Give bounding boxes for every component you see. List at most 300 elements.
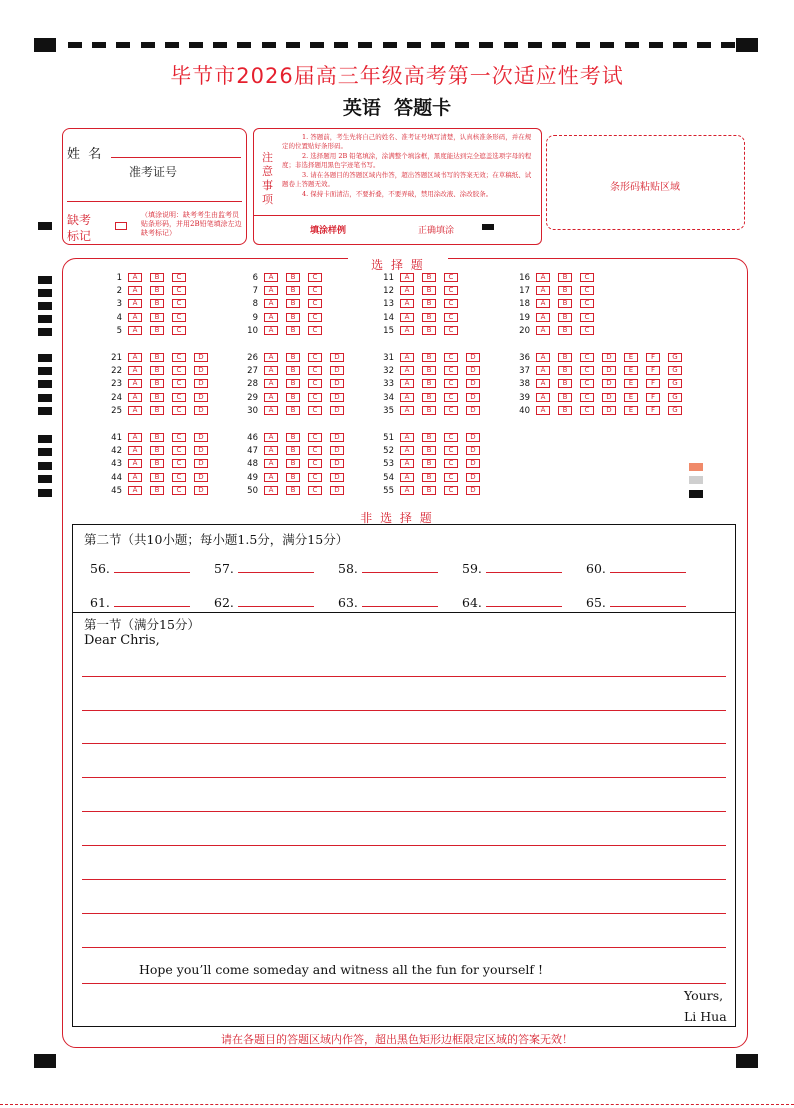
answer-bubble[interactable]: A [264,473,278,482]
answer-bubble[interactable]: B [286,273,300,282]
answer-bubble[interactable]: C [444,353,458,362]
question-number: 26 [247,353,258,363]
closing-sentence: Hope you’ll come someday and witness all the fun for yourself ! [139,962,543,977]
writing-line[interactable] [82,947,726,948]
answer-bubble[interactable]: A [128,459,142,468]
answer-bubble[interactable]: A [536,393,550,402]
question-row [372,379,488,390]
answer-bubble[interactable]: C [444,273,458,282]
answer-bubble[interactable]: D [466,393,480,402]
answer-bubble[interactable]: D [602,379,616,388]
answer-bubble[interactable]: D [602,366,616,375]
answer-bubble[interactable]: A [128,366,142,375]
answer-bubble[interactable]: B [422,486,436,495]
answer-bubble[interactable]: A [536,273,550,282]
answer-bubble[interactable]: B [286,353,300,362]
answer-bubble[interactable]: A [536,353,550,362]
answer-bubble[interactable]: A [400,299,414,308]
blank-item [90,595,190,610]
answer-bubble[interactable]: D [330,446,344,455]
answer-bubble[interactable]: C [444,286,458,295]
answer-bubble[interactable]: C [308,353,322,362]
answer-bubble[interactable]: B [422,313,436,322]
answer-bubble[interactable]: D [194,406,208,415]
answer-bubble[interactable]: B [150,326,164,335]
answer-bubble[interactable]: B [422,393,436,402]
blank-answer-line[interactable] [610,561,686,573]
timing-mark [38,354,52,362]
answer-bubble[interactable]: C [580,273,594,282]
answer-bubble[interactable]: A [128,379,142,388]
answer-bubble[interactable]: C [172,473,186,482]
answer-bubble[interactable]: F [646,366,660,375]
answer-bubble[interactable]: C [172,366,186,375]
answer-bubble[interactable]: F [646,406,660,415]
answer-bubble[interactable]: D [466,379,480,388]
answer-bubble[interactable]: A [128,393,142,402]
answer-bubble[interactable]: C [308,379,322,388]
answer-bubble[interactable]: C [172,486,186,495]
answer-bubble[interactable]: B [150,433,164,442]
answer-bubble[interactable]: A [400,353,414,362]
blank-answer-line[interactable] [114,561,190,573]
answer-bubble[interactable]: A [128,313,142,322]
answer-bubble[interactable]: A [400,393,414,402]
answer-bubble[interactable]: E [624,353,638,362]
answer-bubble[interactable]: B [422,286,436,295]
answer-bubble[interactable]: B [286,393,300,402]
answer-bubble[interactable]: A [400,326,414,335]
question-row [508,366,690,377]
question-row [236,393,352,404]
answer-bubble[interactable]: A [264,313,278,322]
writing-line[interactable] [82,710,726,711]
answer-bubble[interactable]: A [536,313,550,322]
answer-bubble[interactable]: B [286,286,300,295]
absent-label-1: 缺考 [67,213,92,227]
answer-bubble[interactable]: A [400,313,414,322]
answer-bubble[interactable]: D [466,486,480,495]
question-number: 10 [247,325,258,336]
timing-dash [237,42,251,48]
answer-bubble[interactable]: D [330,366,344,375]
answer-bubble[interactable]: D [466,366,480,375]
answer-bubble[interactable]: B [422,473,436,482]
answer-bubble[interactable]: B [150,313,164,322]
answer-bubble[interactable]: D [466,459,480,468]
page-subtitle: 英语 答题卡 [342,97,452,119]
answer-bubble[interactable]: B [286,406,300,415]
correct-fill-sample [482,224,494,230]
answer-bubble[interactable]: B [422,459,436,468]
answer-bubble[interactable]: C [172,299,186,308]
answer-bubble[interactable]: G [668,353,682,362]
answer-bubble[interactable]: B [558,366,572,375]
blank-answer-line[interactable] [486,561,562,573]
question-number: 55 [383,485,394,496]
answer-bubble[interactable]: A [400,273,414,282]
answer-bubble[interactable]: C [308,366,322,375]
question-number: 5 [116,325,122,336]
answer-bubble[interactable]: B [150,486,164,495]
absent-checkbox[interactable] [115,222,127,230]
answer-bubble[interactable]: C [308,299,322,308]
answer-bubble[interactable]: D [194,379,208,388]
answer-bubble[interactable]: G [668,393,682,402]
question-row [508,299,602,310]
answer-bubble[interactable]: B [422,433,436,442]
answer-bubble[interactable]: D [466,473,480,482]
answer-bubble[interactable]: A [128,473,142,482]
answer-bubble[interactable]: C [172,326,186,335]
answer-bubble[interactable]: A [536,299,550,308]
answer-bubble[interactable]: A [400,486,414,495]
answer-bubble[interactable]: E [624,379,638,388]
answer-bubble[interactable]: C [308,273,322,282]
answer-bubble[interactable]: B [286,366,300,375]
answer-bubble[interactable]: B [150,273,164,282]
answer-bubble[interactable]: C [580,326,594,335]
answer-bubble[interactable]: C [444,313,458,322]
answer-bubble[interactable]: B [558,379,572,388]
answer-bubble[interactable]: A [128,286,142,295]
question-number: 39 [519,392,530,403]
answer-bubble[interactable]: D [194,366,208,375]
answer-bubble[interactable]: A [128,446,142,455]
notice-divider [254,215,540,216]
answer-bubble[interactable]: B [422,299,436,308]
timing-mark [38,489,52,497]
answer-bubble[interactable]: B [422,446,436,455]
timing-mark [38,407,52,415]
question-number: 34 [383,392,394,403]
answer-bubble[interactable]: A [264,406,278,415]
answer-bubble[interactable]: B [558,326,572,335]
answer-bubble[interactable]: B [558,286,572,295]
answer-bubble[interactable]: B [422,406,436,415]
answer-bubble[interactable]: B [150,393,164,402]
answer-bubble[interactable]: C [444,406,458,415]
blank-answer-line[interactable] [238,595,314,607]
writing-line[interactable] [82,676,726,677]
timing-dash [721,42,735,48]
blank-item [90,561,190,576]
answer-bubble[interactable]: D [330,486,344,495]
answer-bubble[interactable]: A [400,459,414,468]
answer-bubble[interactable]: A [128,433,142,442]
blank-answer-line[interactable] [486,595,562,607]
answer-bubble[interactable]: C [172,273,186,282]
footer-warning: 请在各题目的答题区域内作答，超出黑色矩形边框限定区域的答案无效！ [221,1033,573,1046]
answer-bubble[interactable]: A [400,366,414,375]
answer-bubble[interactable]: C [444,326,458,335]
answer-bubble[interactable]: B [422,366,436,375]
answer-bubble[interactable]: B [150,286,164,295]
answer-bubble[interactable]: A [536,286,550,295]
answer-bubble[interactable]: A [264,433,278,442]
blank-answer-line[interactable] [610,595,686,607]
answer-bubble[interactable]: A [128,353,142,362]
answer-bubble[interactable]: C [172,406,186,415]
question-number: 30 [247,405,258,416]
answer-bubble[interactable]: D [330,459,344,468]
blank-item [586,595,686,610]
answer-bubble[interactable]: A [264,459,278,468]
answer-bubble[interactable]: D [330,433,344,442]
timing-dash [528,42,542,48]
answer-bubble[interactable]: C [172,379,186,388]
answer-bubble[interactable]: C [172,459,186,468]
answer-bubble[interactable]: C [580,379,594,388]
name-underline[interactable] [111,157,241,158]
answer-bubble[interactable]: C [308,326,322,335]
question-row [100,353,216,364]
timing-mark [38,289,52,297]
answer-bubble[interactable]: B [422,379,436,388]
answer-bubble[interactable]: A [264,446,278,455]
answer-bubble[interactable]: C [444,459,458,468]
writing-line[interactable] [82,913,726,914]
blank-answer-line[interactable] [362,561,438,573]
answer-bubble[interactable]: B [422,353,436,362]
answer-bubble[interactable]: A [264,486,278,495]
answer-bubble[interactable]: C [444,473,458,482]
answer-bubble[interactable]: D [194,473,208,482]
answer-bubble[interactable]: C [580,313,594,322]
writing-line[interactable] [82,811,726,812]
blank-answer-line[interactable] [362,595,438,607]
question-row [100,299,194,310]
answer-bubble[interactable]: G [668,406,682,415]
answer-bubble[interactable]: C [444,393,458,402]
answer-bubble[interactable]: A [128,406,142,415]
answer-bubble[interactable]: B [150,473,164,482]
answer-bubble[interactable]: C [308,486,322,495]
answer-bubble[interactable]: C [580,393,594,402]
answer-bubble[interactable]: C [172,286,186,295]
question-row [372,406,488,417]
answer-bubble[interactable]: G [668,366,682,375]
answer-bubble[interactable]: A [128,273,142,282]
answer-bubble[interactable]: A [536,326,550,335]
answer-bubble[interactable]: B [286,459,300,468]
answer-bubble[interactable]: C [308,393,322,402]
answer-bubble[interactable]: B [422,273,436,282]
answer-bubble[interactable]: B [150,406,164,415]
answer-bubble[interactable]: C [172,446,186,455]
timing-mark [38,448,52,456]
answer-bubble[interactable]: B [150,446,164,455]
answer-bubble[interactable]: B [286,486,300,495]
answer-bubble[interactable]: F [646,353,660,362]
timing-dash [116,42,130,48]
timing-dash [407,42,421,48]
answer-bubble[interactable]: C [580,406,594,415]
writing-line[interactable] [82,983,726,984]
answer-bubble[interactable]: D [330,406,344,415]
question-row [372,473,488,484]
answer-bubble[interactable]: B [150,366,164,375]
answer-bubble[interactable]: F [646,379,660,388]
answer-bubble[interactable]: D [194,446,208,455]
answer-bubble[interactable]: A [264,366,278,375]
answer-bubble[interactable]: B [286,313,300,322]
answer-bubble[interactable]: A [264,379,278,388]
blank-answer-line[interactable] [114,595,190,607]
question-number: 7 [252,286,258,297]
answer-bubble[interactable]: C [444,486,458,495]
answer-bubble[interactable]: B [558,299,572,308]
answer-bubble[interactable]: D [466,406,480,415]
answer-bubble[interactable]: G [668,379,682,388]
answer-bubble[interactable]: D [194,459,208,468]
answer-bubble[interactable]: C [308,313,322,322]
answer-bubble[interactable]: D [330,379,344,388]
answer-bubble[interactable]: B [558,313,572,322]
blank-answer-line[interactable] [238,561,314,573]
answer-bubble[interactable]: D [466,433,480,442]
answer-bubble[interactable]: B [558,353,572,362]
answer-bubble[interactable]: D [330,393,344,402]
answer-bubble[interactable]: A [536,379,550,388]
question-row [100,379,216,390]
question-row [508,353,690,364]
answer-bubble[interactable]: C [444,366,458,375]
answer-bubble[interactable]: E [624,393,638,402]
answer-bubble[interactable]: B [286,379,300,388]
corner-mark-top-right [736,38,758,52]
answer-bubble[interactable]: C [308,286,322,295]
answer-bubble[interactable]: C [172,433,186,442]
answer-bubble[interactable]: B [286,473,300,482]
question-row [100,433,216,444]
answer-bubble[interactable]: C [172,393,186,402]
answer-bubble[interactable]: D [194,433,208,442]
timing-dash [600,42,614,48]
answer-bubble[interactable]: C [308,473,322,482]
answer-bubble[interactable]: D [330,353,344,362]
answer-bubble[interactable]: B [150,353,164,362]
answer-bubble[interactable]: C [308,433,322,442]
timing-mark [38,328,52,336]
answer-bubble[interactable]: A [400,473,414,482]
answer-bubble[interactable]: A [128,486,142,495]
answer-bubble[interactable]: C [580,366,594,375]
answer-bubble[interactable]: B [558,406,572,415]
answer-bubble[interactable]: C [580,299,594,308]
answer-bubble[interactable]: B [286,433,300,442]
answer-bubble[interactable]: A [400,379,414,388]
answer-bubble[interactable]: A [264,299,278,308]
question-number: 21 [111,353,122,363]
answer-bubble[interactable]: B [422,326,436,335]
timing-dash [625,42,639,48]
timing-mark [38,380,52,388]
answer-bubble[interactable]: B [286,326,300,335]
notice-label-char: 注 [262,151,273,164]
notice-item: 4. 保持卡面清洁，不要折叠，不要弄破，禁用涂改液、涂改胶条。 [302,190,493,198]
answer-bubble[interactable]: A [400,433,414,442]
question-row [372,446,488,457]
corner-mark-top-left [34,38,56,52]
answer-bubble[interactable]: C [580,353,594,362]
answer-bubble[interactable]: D [602,406,616,415]
answer-bubble[interactable]: A [128,326,142,335]
timing-mark [38,394,52,402]
answer-bubble[interactable]: D [466,446,480,455]
notice-label-char: 意 [262,165,273,178]
writing-line[interactable] [82,845,726,846]
answer-bubble[interactable]: A [400,406,414,415]
writing-line[interactable] [82,777,726,778]
answer-bubble[interactable]: F [646,393,660,402]
answer-bubble[interactable]: D [194,393,208,402]
answer-bubble[interactable]: C [444,379,458,388]
answer-bubble[interactable]: A [400,446,414,455]
answer-bubble[interactable]: C [308,406,322,415]
answer-bubble[interactable]: A [264,326,278,335]
answer-bubble[interactable]: B [150,299,164,308]
question-number: 29 [247,392,258,403]
question-row [508,313,602,324]
question-number: 11 [383,273,394,283]
answer-bubble[interactable]: C [444,299,458,308]
answer-bubble[interactable]: A [264,273,278,282]
answer-bubble[interactable]: D [194,353,208,362]
answer-bubble[interactable]: C [580,286,594,295]
answer-bubble[interactable]: B [286,299,300,308]
answer-bubble[interactable]: C [308,446,322,455]
answer-bubble[interactable]: D [466,353,480,362]
answer-bubble[interactable]: B [558,393,572,402]
answer-bubble[interactable]: C [444,446,458,455]
answer-bubble[interactable]: E [624,406,638,415]
answer-bubble[interactable]: A [264,393,278,402]
answer-bubble[interactable]: B [558,273,572,282]
answer-bubble[interactable]: B [286,446,300,455]
answer-bubble[interactable]: D [330,473,344,482]
answer-bubble[interactable]: A [264,286,278,295]
question-number: 22 [111,366,122,377]
answer-bubble[interactable]: B [150,459,164,468]
answer-bubble[interactable]: C [172,353,186,362]
answer-bubble[interactable]: B [150,379,164,388]
answer-bubble[interactable]: A [128,299,142,308]
blank-number: 56. [90,561,110,576]
question-number: 3 [116,299,122,310]
answer-bubble[interactable]: D [602,353,616,362]
answer-bubble[interactable]: D [194,486,208,495]
answer-bubble[interactable]: C [172,313,186,322]
answer-bubble[interactable]: C [308,459,322,468]
answer-bubble[interactable]: A [264,353,278,362]
answer-bubble[interactable]: C [444,433,458,442]
timing-mark [38,315,52,323]
answer-bubble[interactable]: A [536,406,550,415]
timing-mark [38,222,52,230]
answer-bubble[interactable]: A [400,286,414,295]
question-row [236,299,330,310]
answer-bubble[interactable]: E [624,366,638,375]
writing-line[interactable] [82,743,726,744]
blank-item [214,595,314,610]
question-row [100,486,216,497]
writing-line[interactable] [82,879,726,880]
answer-bubble[interactable]: D [602,393,616,402]
answer-bubble[interactable]: A [536,366,550,375]
blank-item [462,595,562,610]
blank-item [338,595,438,610]
